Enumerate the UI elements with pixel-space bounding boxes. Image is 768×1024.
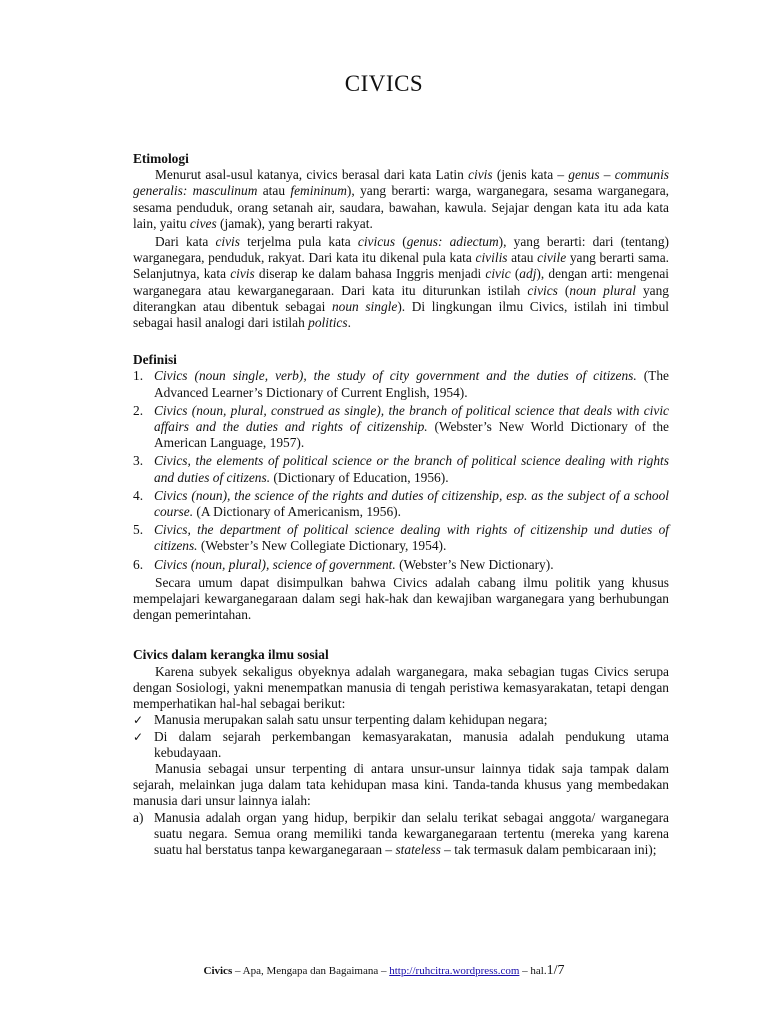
- definition-item: [133, 368, 669, 400]
- page-footer: [0, 963, 768, 979]
- definition-source: (Dictionary of Education, 1956).: [270, 469, 449, 485]
- definition-quote: Civics, the department of political science dealing with rights of citizenship und duties of citizens.: [154, 522, 669, 554]
- text-run: yang diterangkan atau dibentuk sebagai: [133, 282, 669, 314]
- list-number: 5.: [133, 522, 144, 538]
- definition-quote: Civics (noun, plural, construed as single), the branch of political science that deals with civic affairs and the duties and rights of citizenship.: [154, 402, 669, 435]
- definition-source: (The Advanced Learner’s Dictionary of Current English, 1954).: [154, 368, 669, 400]
- text-run: diserap ke dalam bahasa Inggris menjadi: [254, 266, 486, 282]
- text-run: Dari kata: [155, 234, 216, 250]
- text-run: Manusia adalah organ yang hidup, berpikir dan selalu terikat sebagai anggota/ warganegara suatu negara. Semua orang memiliki tanda kewarganegaraan tertentu (mereka yang karena suatu hal berstatus tanpa kewarganegaraan –: [154, 809, 669, 857]
- definition-item: [133, 522, 669, 554]
- footer-link[interactable]: http://ruhcitra.wordpress.com: [389, 965, 520, 977]
- text-run: ). Di lingkungan ilmu Civics, istilah ini timbul sebagai hasil analogi dari istilah: [133, 298, 669, 331]
- section-heading-definisi: Definisi: [133, 352, 177, 368]
- text-run-italic: genus – communis generalis: masculinum: [133, 167, 669, 199]
- etimologi-paragraph-1: [133, 167, 669, 232]
- text-run: atau: [507, 250, 538, 266]
- checkmark-icon: ✓: [133, 713, 144, 728]
- definition-quote: Civics, the elements of political science or the branch of political science dealing with rights and duties of citizens.: [154, 453, 669, 485]
- text-run: (jenis kata –: [492, 167, 569, 183]
- footer-title: Civics: [203, 965, 233, 977]
- section-heading-etimologi: Etimologi: [133, 151, 189, 166]
- text-run: terjelma pula kata: [239, 234, 358, 250]
- text-run-italic: civicus: [357, 234, 396, 250]
- text-run: (jamak), yang berarti rakyat.: [216, 215, 373, 231]
- footer-page-label: – hal.: [519, 965, 547, 977]
- document-body: [133, 151, 669, 858]
- text-run: (: [557, 282, 570, 298]
- definition-item: [133, 488, 669, 520]
- text-run: ), yang berarti: warga, warganegara, sesama warganegara, sesama penduduk, orang setanah air, saudara, bawahan, kawula. Sejajar dengan kata itu ada kata lain, yaitu: [133, 183, 669, 231]
- text-run: – tak termasuk dalam pembicaraan ini);: [440, 841, 657, 857]
- footer-subtitle: – Apa, Mengapa dan Bagaimana –: [232, 965, 390, 977]
- definition-item: [133, 403, 669, 452]
- list-number: 4.: [133, 487, 144, 503]
- text-run-italic: cives: [189, 215, 217, 231]
- text-run: Menurut asal-usul katanya, civics berasal dari kata Latin: [155, 167, 469, 183]
- section-spacer: [133, 331, 669, 352]
- text-run-italic: civis: [215, 234, 240, 250]
- text-run: ), yang berarti: dari (tentang) warganegara, penduduk, rakyat. Dari kata itu dikenal pula kata: [133, 234, 669, 266]
- definition-quote: Civics (noun single, verb), the study of city government and the duties of citizens.: [154, 368, 637, 384]
- checkmark-item: [133, 729, 669, 761]
- text-run-italic: noun plural: [569, 282, 636, 298]
- definition-item: [133, 557, 669, 573]
- definition-source: (Webster’s New Collegiate Dictionary, 1954).: [197, 538, 447, 554]
- list-letter: a): [133, 809, 144, 825]
- definition-source: (A Dictionary of Americanism, 1956).: [193, 504, 401, 520]
- text-run-italic: civic: [485, 266, 511, 282]
- text-run: (: [510, 266, 520, 282]
- definition-quote: Civics (noun, plural), science of government.: [154, 556, 396, 572]
- text-run: yang berarti sama. Selanjutnya, kata: [133, 250, 670, 282]
- text-run: ), dengan arti: mengenai warganegara atau kewarganegaraan. Dari kata itu diturunkan istilah: [133, 266, 669, 298]
- checkmark-item-text: Di dalam sejarah perkembangan kemasyarakatan, manusia adalah pendukung utama kebudayaan.: [154, 728, 669, 760]
- etimologi-paragraph-2: [133, 234, 669, 331]
- text-run-italic: politics: [308, 315, 348, 331]
- ilmu-sosial-paragraph-1: Karena subyek sekaligus obyeknya adalah warganegara, maka sebagian tugas Civics serupa dengan Sosiologi, yakni menempatkan manusia di tengah peristiwa kemasyarakatan, tetapi dengan memperhatikan hal-hal sebagai berikut:: [133, 663, 669, 712]
- document-title: CIVICS: [344, 71, 424, 96]
- text-run-italic: noun single: [331, 298, 398, 314]
- checkmark-icon: ✓: [133, 729, 144, 744]
- text-run-italic: civis: [468, 167, 493, 183]
- checkmark-item: [133, 712, 669, 728]
- alpha-list-item: [133, 810, 669, 859]
- checkmark-list: [133, 712, 669, 761]
- definition-quote: Civics (noun), the science of the rights and duties of citizenship, esp. as the subject of a school course.: [154, 487, 669, 520]
- section-spacer: [133, 623, 669, 647]
- text-run-italic: civis: [230, 266, 255, 282]
- definition-item: [133, 453, 669, 485]
- list-number: 6.: [133, 556, 144, 572]
- alpha-list: [133, 810, 669, 859]
- definition-list: [133, 368, 669, 572]
- text-run-italic: civilis: [475, 250, 508, 266]
- text-run: atau: [257, 183, 291, 199]
- text-run: .: [347, 315, 351, 331]
- definition-source: (Webster’s New World Dictionary of the American Language, 1957).: [154, 419, 670, 451]
- definisi-summary-paragraph: Secara umum dapat disimpulkan bahwa Civics adalah cabang ilmu politik yang khusus mempelajari kewarganegaraan dalam segi hak-hak dan kewajiban warganegara yang berhubungan dengan pemerintahan.: [133, 574, 669, 623]
- checkmark-item-text: Manusia merupakan salah satu unsur terpenting dalam kehidupan negara;: [154, 712, 548, 728]
- list-number: 3.: [133, 453, 144, 469]
- text-run-italic: femininum: [290, 183, 347, 199]
- text-run-italic: civile: [537, 250, 567, 266]
- footer-page-number: 1/7: [546, 963, 565, 978]
- text-run-italic: genus: adiectum: [406, 234, 499, 250]
- text-run-italic: adj: [519, 266, 537, 282]
- list-number: 2.: [133, 402, 144, 418]
- section-heading-civics-ilmu-sosial: Civics dalam kerangka ilmu sosial: [133, 647, 329, 663]
- ilmu-sosial-paragraph-2: Manusia sebagai unsur terpenting di antara unsur-unsur lainnya tidak saja tampak dalam sejarah, melainkan juga dalam tata kehidupan masa kini. Tanda-tanda khusus yang membedakan manusia dari unsur lainnya ialah:: [133, 760, 669, 809]
- text-run: (: [395, 234, 407, 250]
- list-number: 1.: [133, 368, 144, 384]
- definition-source: (Webster’s New Dictionary).: [395, 556, 554, 572]
- text-run-italic: stateless: [395, 841, 441, 857]
- text-run-italic: civics: [527, 282, 558, 298]
